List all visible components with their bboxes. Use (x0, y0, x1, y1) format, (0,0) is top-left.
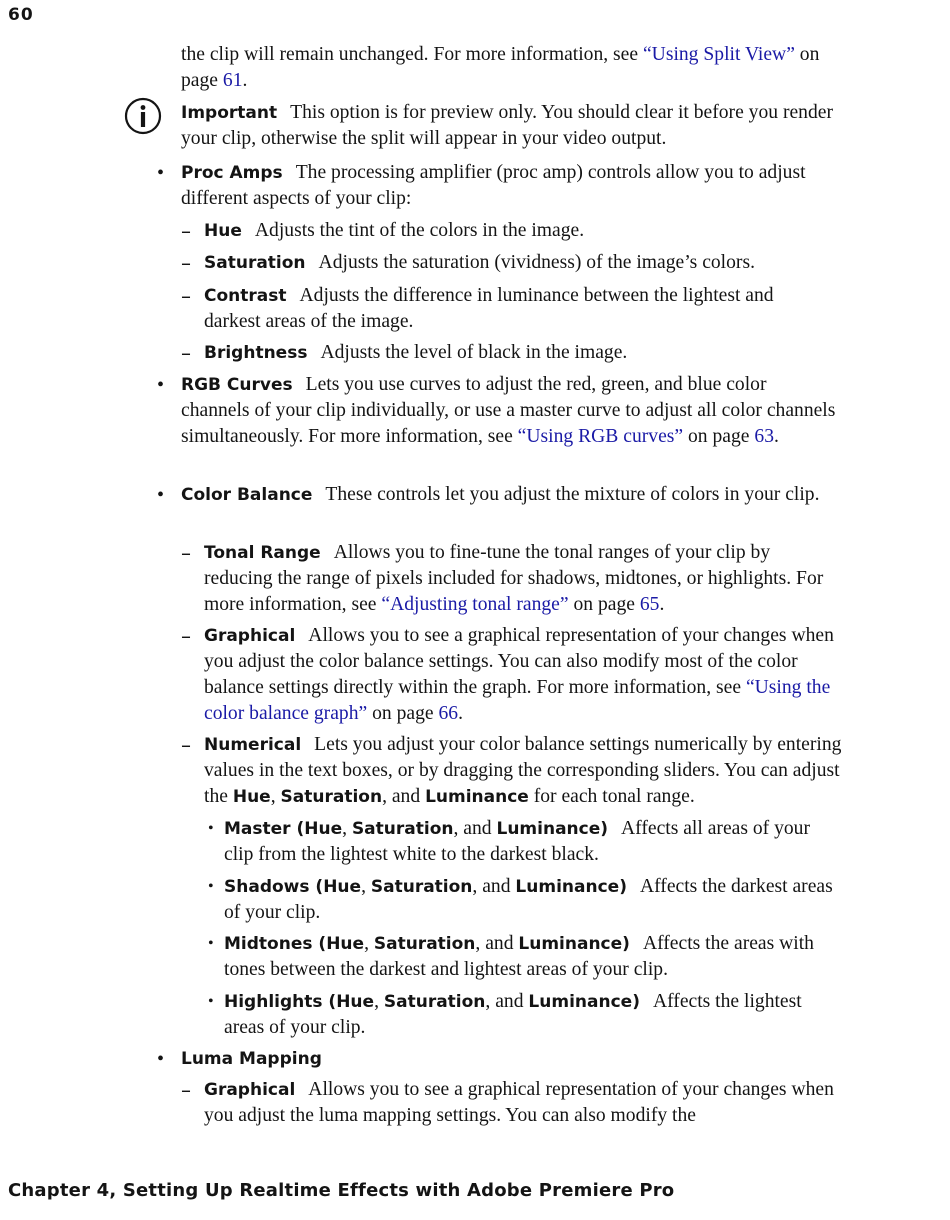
page-66-link[interactable]: 66 (438, 703, 459, 724)
important-term: Important (181, 103, 278, 123)
luma-mapping-term: Luma Mapping (181, 1049, 322, 1069)
master-range-text: Affects all areas of your clip from the lightest white to the darkest black. (224, 818, 810, 865)
color-balance-term: Color Balance (181, 485, 313, 505)
range-paren: ) (600, 819, 609, 839)
bullet-icon: • (157, 484, 165, 506)
brightness-text: Adjusts the level of black in the image. (320, 342, 628, 363)
rgb-curves-end: . (773, 426, 779, 447)
luma-graphical-term: Graphical (204, 1080, 296, 1100)
range-hue: Hue (326, 934, 365, 954)
small-bullet-icon: • (208, 993, 214, 1010)
shadows-range-item (224, 874, 839, 926)
proc-amps-text: The processing amplifier (proc amp) controls allow you to adjust different aspects of your clip: (181, 162, 806, 209)
bullet-icon: • (157, 162, 165, 184)
info-icon (124, 97, 162, 135)
range-paren: ) (619, 877, 627, 897)
numerical-sep: , and (382, 786, 426, 807)
important-note (181, 100, 841, 152)
numerical-sep: , (270, 786, 281, 807)
intro-end: . (242, 70, 248, 91)
range-paren: ( (290, 819, 305, 839)
brightness-item (204, 340, 844, 366)
graphical-end: . (458, 703, 463, 724)
range-sep: , (361, 876, 371, 897)
hue-text: Adjusts the tint of the colors in the image. (254, 220, 585, 241)
shadows-range-text: Affects the darkest areas of your clip. (224, 876, 833, 923)
page-63-link[interactable]: 63 (754, 426, 774, 447)
small-bullet-icon: • (208, 935, 214, 952)
range-hue: Hue (323, 877, 362, 897)
small-bullet-icon: • (208, 878, 214, 895)
range-saturation: Saturation (351, 819, 454, 839)
small-bullet-icon: • (208, 820, 214, 837)
master-range-item (224, 816, 839, 868)
range-luminance: Luminance (528, 992, 633, 1012)
numerical-saturation: Saturation (280, 787, 383, 807)
page-61-link[interactable]: 61 (222, 70, 243, 91)
luma-mapping-item (181, 1046, 821, 1072)
range-paren: ( (322, 992, 337, 1012)
rgb-curves-term: RGB Curves (181, 375, 293, 395)
range-luminance: Luminance (518, 934, 623, 954)
dash-icon: – (181, 624, 191, 648)
range-luminance: Luminance (515, 877, 620, 897)
tonal-range-term: Tonal Range (204, 543, 321, 563)
numerical-text: Lets you adjust your color balance settings numerically by entering values in the text boxes, or by dragging the corresponding sliders. You can adjust the (204, 734, 842, 807)
range-paren: ) (622, 934, 630, 954)
dash-icon: – (181, 1078, 191, 1102)
midtones-range-item (224, 931, 839, 983)
dash-icon: – (181, 284, 191, 308)
important-text: This option is for preview only. You should clear it before you render your clip, otherwise the split will appear in your video output. (181, 102, 834, 149)
midtones-range-text: Affects the areas with tones between the darkest and lightest areas of your clip. (224, 933, 814, 980)
contrast-term: Contrast (204, 286, 287, 306)
range-sep: , and (475, 933, 519, 954)
numerical-luminance: Luminance (425, 787, 529, 807)
tonal-range-item (204, 540, 839, 618)
range-name: Midtones (224, 934, 313, 954)
numerical-item (204, 732, 844, 810)
range-saturation: Saturation (370, 877, 473, 897)
range-hue: Hue (336, 992, 375, 1012)
range-name: Shadows (224, 877, 310, 897)
range-name: Master (224, 819, 291, 839)
graphical-text: Allows you to see a graphical representation of your changes when you adjust the color balance settings. You can also modify most of the color balance settings directly within the graph. For more information, see (204, 625, 834, 698)
dash-icon: – (181, 219, 191, 243)
saturation-term: Saturation (204, 253, 306, 273)
color-balance-text: These controls let you adjust the mixture of colors in your clip. (325, 484, 820, 505)
dash-icon: – (181, 251, 191, 275)
highlights-range-text: Affects the lightest areas of your clip. (224, 991, 802, 1038)
range-paren: ) (632, 992, 640, 1012)
dash-icon: – (181, 341, 191, 365)
range-luminance: Luminance (496, 819, 601, 839)
range-sep: , (374, 991, 384, 1012)
range-name: Highlights (224, 992, 323, 1012)
color-balance-graph-link[interactable]: “Using the color balance graph” (204, 677, 831, 724)
hue-term: Hue (204, 221, 242, 241)
rgb-curves-after: on page (683, 426, 755, 447)
page-65-link[interactable]: 65 (639, 594, 660, 615)
range-sep: , and (453, 818, 497, 839)
tonal-range-text: Allows you to fine-tune the tonal ranges of your clip by reducing the range of pixels included for shadows, midtones, or highlights. For more information, see (204, 542, 824, 615)
range-hue: Hue (304, 819, 343, 839)
rgb-curves-link[interactable]: “Using RGB curves” (517, 426, 684, 447)
range-sep: , and (472, 876, 516, 897)
range-sep: , and (485, 991, 529, 1012)
range-paren: ( (309, 877, 324, 897)
graphical-term: Graphical (204, 626, 296, 646)
graphical-after: on page (367, 703, 439, 724)
split-view-link[interactable]: “Using Split View” (642, 44, 795, 65)
numerical-term: Numerical (204, 735, 302, 755)
contrast-item (204, 283, 834, 335)
graphical-item (204, 623, 839, 727)
range-paren: ( (312, 934, 327, 954)
intro-text: the clip will remain unchanged. For more information, see (181, 44, 643, 65)
color-balance-item (181, 482, 841, 508)
saturation-item (204, 250, 844, 276)
luma-graphical-text: Allows you to see a graphical representation of your changes when you adjust the luma mapping settings. You can also modify the (204, 1079, 834, 1126)
tonal-range-link[interactable]: “Adjusting tonal range” (381, 594, 569, 615)
range-sep: , (364, 933, 374, 954)
intro-after: on page (181, 44, 820, 91)
numerical-hue: Hue (232, 787, 271, 807)
contrast-text: Adjusts the difference in luminance between the lightest and darkest areas of the image. (204, 285, 774, 332)
chapter-footer: Chapter 4, Setting Up Realtime Effects with Adobe Premiere Pro (8, 1180, 675, 1201)
dash-icon: – (181, 541, 191, 565)
intro-paragraph (181, 42, 821, 94)
range-saturation: Saturation (383, 992, 486, 1012)
page-number: 60 (8, 5, 34, 25)
highlights-range-item (224, 989, 839, 1041)
proc-amps-item (181, 160, 821, 212)
brightness-term: Brightness (204, 343, 308, 363)
bullet-icon: • (157, 1048, 165, 1070)
bullet-icon: • (157, 374, 165, 396)
range-sep: , (342, 818, 352, 839)
hue-item (204, 218, 844, 244)
dash-icon: – (181, 733, 191, 757)
tonal-range-after: on page (568, 594, 640, 615)
proc-amps-term: Proc Amps (181, 163, 283, 183)
rgb-curves-text: Lets you use curves to adjust the red, green, and blue color channels of your clip individually, or use a master curve to adjust all color channels simultaneously. For more information, see (181, 374, 836, 447)
range-saturation: Saturation (373, 934, 476, 954)
rgb-curves-item (181, 372, 836, 450)
luma-graphical-item (204, 1077, 839, 1129)
tonal-range-end: . (659, 594, 665, 615)
saturation-text: Adjusts the saturation (vividness) of the image’s colors. (318, 252, 755, 273)
numerical-end: for each tonal range. (528, 786, 695, 807)
